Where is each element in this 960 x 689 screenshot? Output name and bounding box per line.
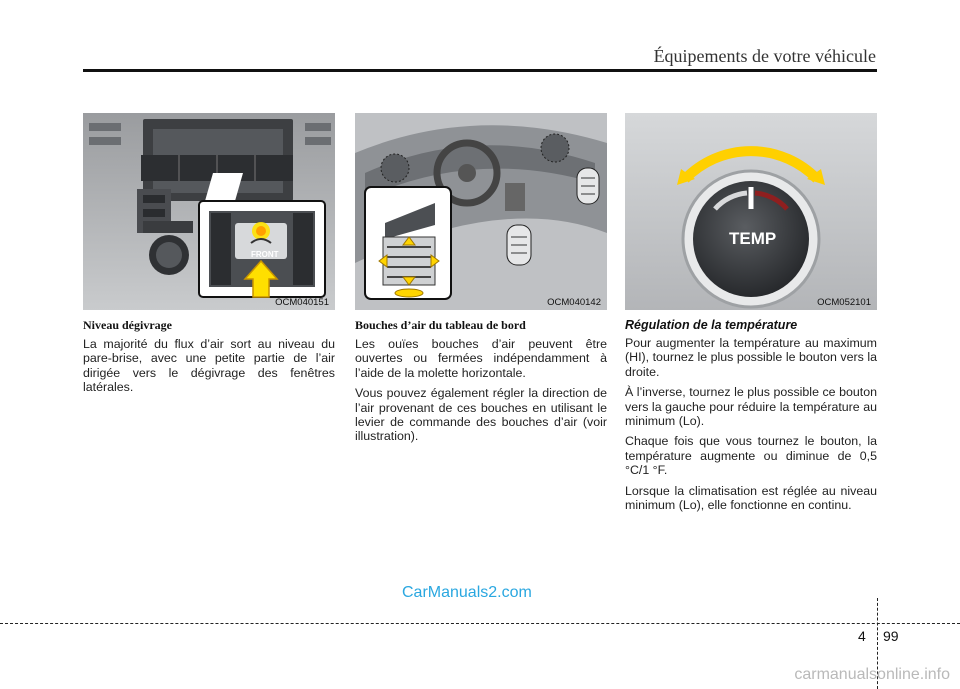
body-paragraph: Vous pouvez également régler la direction de l’air provenant de ces bouches en utilisant le levier de commande des bouches d’air (voir illustration). xyxy=(355,386,607,444)
body-paragraph: Pour augmenter la température au maximum (HI), tournez le plus possible le bouton vers la droite. xyxy=(625,336,877,379)
body-paragraph: Lorsque la climatisation est réglée au niveau minimum (Lo), elle fonctionne en continu. xyxy=(625,483,877,513)
body-paragraph: À l’inverse, tournez le plus possible ce bouton vers la gauche pour réduire la température au minimum (Lo). xyxy=(625,385,877,429)
page-header-title: Équipements de votre véhicule xyxy=(653,46,876,66)
temp-label: TEMP xyxy=(729,229,777,248)
section-heading: Niveau dégivrage xyxy=(83,318,172,332)
page-section-number: 4 xyxy=(858,628,866,644)
section-temperature xyxy=(625,113,877,518)
body-paragraph: Chaque fois que vous tournez le bouton, la température augmente ou diminue de 0,5 °C/1 °F. xyxy=(625,434,877,478)
figure-code: OCM040151 xyxy=(275,297,329,308)
figure-temp xyxy=(625,113,877,310)
body-paragraph: La majorité du flux d’air sort au niveau du pare-brise, avec une petite partie de l’air dirigée vers le dégivrage des fenêtres latérales. xyxy=(83,337,335,395)
section-heading: Régulation de la température xyxy=(625,318,798,332)
footer-rule xyxy=(0,623,960,624)
body-paragraph: Les ouïes bouches d’air peuvent être ouvertes ou fermées indépendamment à l’aide de la molette horizontale. xyxy=(355,337,607,380)
page-number: 99 xyxy=(883,628,899,644)
header-rule xyxy=(83,69,877,72)
section-heading: Bouches d’air du tableau de bord xyxy=(355,318,526,332)
section-defrost xyxy=(83,113,335,401)
footer-watermark: carmanualsonline.info xyxy=(794,666,950,683)
figure-defrost xyxy=(83,113,335,310)
section-vents xyxy=(355,113,607,450)
front-label: FRONT xyxy=(251,250,279,259)
defrost-illustration xyxy=(83,113,335,310)
temp-knob-illustration xyxy=(625,113,877,310)
figure-vents xyxy=(355,113,607,310)
figure-code: OCM052101 xyxy=(817,297,871,308)
watermark-link[interactable]: CarManuals2.com xyxy=(402,584,532,601)
figure-code: OCM040142 xyxy=(547,297,601,308)
dashboard-vents-illustration xyxy=(355,113,607,310)
